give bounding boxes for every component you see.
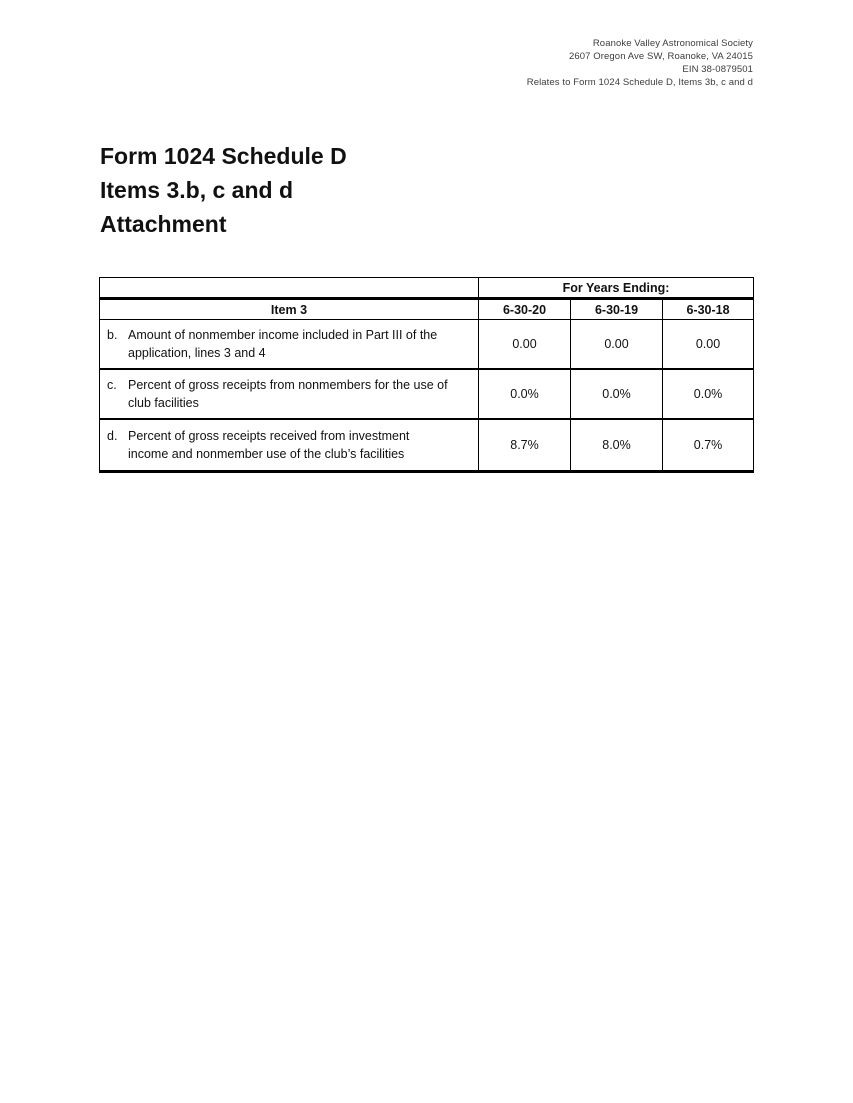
item-b-value-2020: 0.00 <box>479 320 571 370</box>
years-ending-header: For Years Ending: <box>479 278 754 299</box>
item-b-label-cell <box>100 320 479 370</box>
letterhead-address: 2607 Oregon Ave SW, Roanoke, VA 24015 <box>569 51 753 62</box>
year-column-6-30-20: 6-30-20 <box>479 299 571 320</box>
item-d-value-2018: 0.7% <box>663 419 754 472</box>
title-line-attachment: Attachment <box>100 211 227 237</box>
item-c-marker: c. <box>107 378 117 392</box>
schedule-d-table <box>99 277 754 473</box>
table-row-item-c <box>100 369 754 419</box>
table-row-item-b <box>100 320 754 370</box>
letterhead-relates-to: Relates to Form 1024 Schedule D, Items 3b, c and d <box>526 77 753 88</box>
item-b-label: Amount of nonmember income included in Part III of the application, lines 3 and 4 <box>128 328 438 360</box>
table-row-years-ending <box>100 278 754 299</box>
table-row-column-headers <box>100 299 754 320</box>
year-column-6-30-19: 6-30-19 <box>571 299 663 320</box>
item-d-label-cell <box>100 419 479 472</box>
title-line-form: Form 1024 Schedule D <box>100 143 347 169</box>
page-title <box>100 139 347 241</box>
letterhead-org-name: Roanoke Valley Astronomical Society <box>592 38 753 49</box>
item-c-value-2018: 0.0% <box>663 369 754 419</box>
item-b-value-2019: 0.00 <box>571 320 663 370</box>
item-b-value-2018: 0.00 <box>663 320 754 370</box>
item-d-value-2019: 8.0% <box>571 419 663 472</box>
item3-column-header: Item 3 <box>100 299 479 320</box>
item-b-marker: b. <box>107 328 118 342</box>
letterhead-ein: EIN 38-0879501 <box>682 64 753 75</box>
table-row-item-d <box>100 419 754 472</box>
item-d-label: Percent of gross receipts received from investment income and nonmember use of the club’s facilities <box>128 429 410 461</box>
year-column-6-30-18: 6-30-18 <box>663 299 754 320</box>
item-d-marker: d. <box>107 429 118 443</box>
item-c-label: Percent of gross receipts from nonmembers for the use of club facilities <box>128 378 448 410</box>
title-line-items: Items 3.b, c and d <box>100 177 293 203</box>
letterhead <box>527 37 753 89</box>
empty-corner-cell <box>100 278 479 299</box>
item-d-value-2020: 8.7% <box>479 419 571 472</box>
item-c-value-2020: 0.0% <box>479 369 571 419</box>
item-c-value-2019: 0.0% <box>571 369 663 419</box>
item-c-label-cell <box>100 369 479 419</box>
